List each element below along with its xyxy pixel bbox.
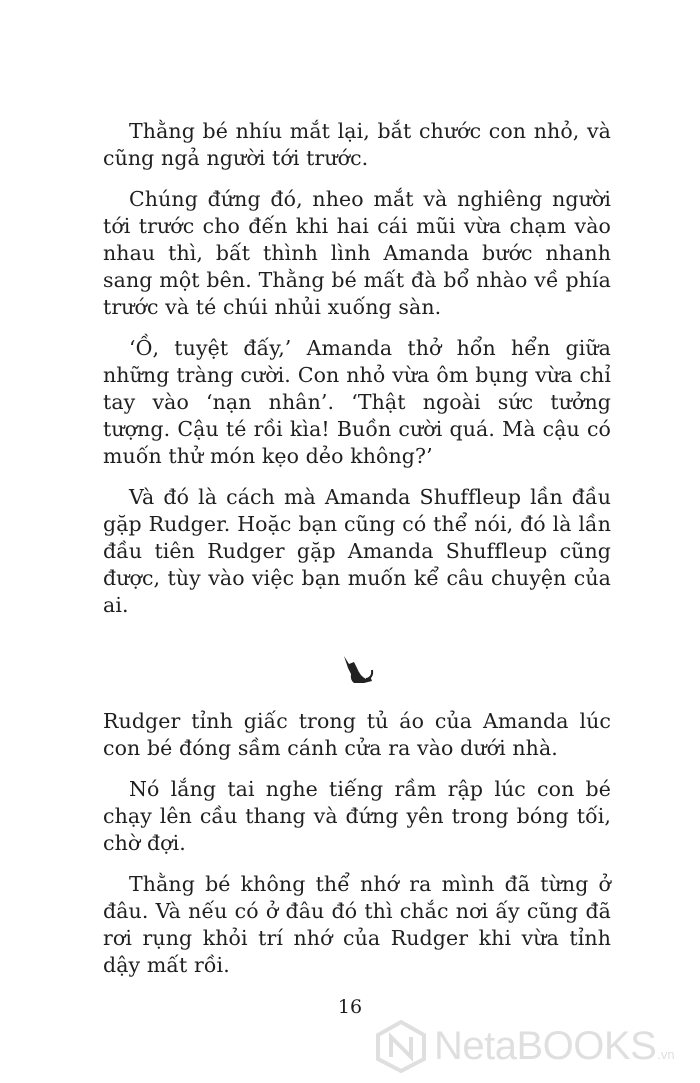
paragraph: Rudger tỉnh giấc trong tủ áo của Amanda lúc con bé đóng sầm cánh cửa ra vào dưới nhà. xyxy=(103,709,611,760)
paragraph: Và đó là cách mà Amanda Shuffleup lần đầu gặp Rudger. Hoặc bạn cũng có thể nói, đó là lần đầu tiên Rudger gặp Amanda Shuffleup cũng được, tùy vào việc bạn muốn kể câu chuyện của ai. xyxy=(103,485,611,617)
text-block-bottom xyxy=(103,708,611,993)
netabooks-logo-icon xyxy=(374,1019,428,1073)
paragraph: Chúng đứng đó, nheo mắt và nghiêng người tới trước cho đến khi hai cái mũi vừa chạm vào nhau thì, bất thình lình Amanda bước nhanh sang một bên. Thằng bé mất đà bổ nhào về phía trước và té chúi nhủi xuống sàn. xyxy=(103,187,611,319)
paragraph: Thằng bé không thể nhớ ra mình đã từng ở đâu. Và nếu có ở đâu đó thì chắc nơi ấy cũng đã rơi rụng khỏi trí nhớ của Rudger khi vừa tỉnh dậy mất rồi. xyxy=(103,872,611,977)
page-number: 16 xyxy=(337,996,363,1018)
paragraph: Thằng bé nhíu mắt lại, bắt chước con nhỏ, và cũng ngả người tới trước. xyxy=(103,119,611,170)
text-block-top xyxy=(103,118,611,633)
watermark xyxy=(374,1016,700,1076)
paragraph: ‘Ồ, tuyệt đấy,’ Amanda thở hổn hển giữa những tràng cười. Con nhỏ vừa ôm bụng vừa chỉ tay vào ‘nạn nhân’. ‘Thật ngoài sức tưởng tượng. Cậu té rồi kìa! Buồn cười quá. Mà cậu có muốn thử món kẹo dẻo không?’ xyxy=(103,336,611,468)
watermark-suffix: .vn xyxy=(657,1047,675,1062)
cat-ornament-icon xyxy=(340,652,376,686)
paragraph: Nó lắng tai nghe tiếng rầm rập lúc con bé chạy lên cầu thang và đứng yên trong bóng tối, chờ đợi. xyxy=(103,777,611,855)
watermark-brand: NetaBOOKS xyxy=(434,1023,657,1068)
